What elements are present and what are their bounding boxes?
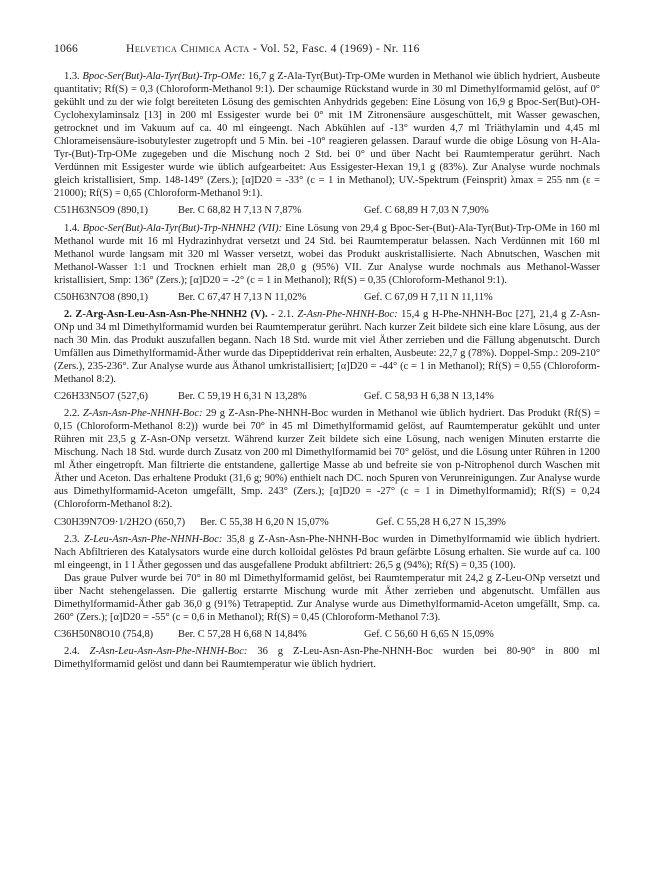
section-number: 2.3. [64,533,84,545]
section-number: 1.3. [64,71,83,82]
section-text: 36 g Z-Leu-Asn-Asn-Phe-NHNH-Boc wurden bei 80-90° in 800 ml Dimethylformamid gelöst und dann bei Raumtemperatur wie üblich hydriert. [54,645,601,670]
section-1-4 [54,222,600,287]
elemental-analysis [54,291,600,304]
section-2-2 [54,407,600,511]
calculated-values: Ber. C 55,38 H 6,20 N 15,07% [200,516,329,528]
section-text: 15,4 g H-Phe-NHNH-Boc [27], 21,4 g Z-Asn-ONp und 34 ml Dimethylformamid wurden bei Raumtemperatur gerührt. Nach kurzer Zeit bildete sich eine klare Lösung, aus der nach 30 Min. das Produkt auszufallen begann. Nach 18 Std. wurde mit viel Äther zerrieben und die Fällung abgenutscht. Durch Umfällen aus Dimethylformamid-Äther wurde das Dipeptidderivat rein erhalten, Ausbeute: 22,7 g (78%). Doppel-Smp.: 209-210° (Zers.), 235-236°. Zur Analyse wurde aus Äthanol umkristallisiert; [α]D20 = -44° (c = 1 in Methanol); Rf(S) = 0,55 (Chloroform-Methanol 8:2). [54,308,600,386]
compound-name: Z-Asn-Asn-Phe-NHNH-Boc: [83,408,203,420]
compound-name: Bpoc-Ser(But)-Ala-Tyr(But)-Trp-NHNH2 (VII): [82,222,283,234]
calculated-values: Ber. C 59,19 H 6,31 N 13,28% [178,391,307,403]
page-number: 1066 [54,42,78,55]
found-values: Gef. C 55,28 H 6,27 N 15,39% [376,516,506,528]
elemental-analysis [54,628,600,641]
issue-info: - Vol. 52, Fasc. 4 (1969) - Nr. 116 [252,42,420,55]
journal-name: Helvetica Chimica Acta [126,42,250,55]
molecular-formula: C50H63N7O8 (890,1) [54,291,148,303]
section-text: 29 g Z-Asn-Phe-NHNH-Boc wurden in Methanol wie üblich hydriert. Das Produkt (Rf(S) = 0,15 (Chloroform-Methanol 8:2)) wurde bei 70° in 45 ml Dimethylformamid gelöst, auf Raumtemperatur gekühlt und unter Rühren mit 23,5 g Z-Asn-ONp versetzt. Während kurzer Zeit bildete sich eine Lösung, nach wenigen Minuten erstarrte die Mischung. Nach 18 Std. wurde durch Zusatz von 200 ml Dimethylformamid bei 70° gelöst, und die Lösung unter Rühren in 1200 ml Äther eingetropft. Man filtrierte die entstandene, gallertige Masse ab und befreite sie von p-Nitrophenol durch Waschen mit Äther und Aceton. Das erhaltene Produkt (31,6 g; 90%) enthielt nach DC. noch Spuren von Verunreinigungen. Zur Analyse wurde aus Dimethylformamid-Aceton umgefällt, Smp. 243° (Zers.); [α]D20 = -27° (c = 1 in Dimethylformamid); Rf(S) = 0,24 (Chloroform-Methanol 8:2). [54,408,600,511]
section-2-1 [54,308,600,386]
journal-page [54,42,600,671]
compound-name: Z-Asn-Leu-Asn-Asn-Phe-NHNH-Boc: [89,645,248,657]
elemental-analysis [54,390,600,403]
section-2-3 [54,533,600,572]
found-values: Gef. C 67,09 H 7,11 N 11,11% [364,291,493,303]
section-2-3-continued [54,572,600,624]
section-text: Das graue Pulver wurde bei 70° in 80 ml Dimethylformamid gelöst, bei Raumtemperatur mit 24,2 g Z-Leu-ONp versetzt und über Nacht stehengelassen. Die gallertig erstarrte Mischung wurde mit Äther zerrieben und abgenutscht. Umfällen aus Dimethylformamid-Äther gab 36,0 g (91%) Tetrapeptid. Zur Analyse wurde aus Dimethylformamid-Aceton umgefällt, Smp. ca. 260° (Zers.); [α]D20 = -55° (c = 0,6 in Methanol); Rf(S) = 0,45 (Chloroform-Methanol 7:3). [54,572,600,623]
section-number: 1.4. [64,222,83,234]
elemental-analysis [54,204,600,217]
calculated-values: Ber. C 67,47 H 7,13 N 11,02% [178,291,307,303]
section-heading: 2. Z-Arg-Asn-Leu-Asn-Asn-Phe-NHNH2 (V). [64,308,268,320]
compound-name: Z-Leu-Asn-Asn-Phe-NHNH-Boc: [83,533,223,545]
section-number: 2.2. [64,408,84,420]
molecular-formula: C36H50N8O10 (754,8) [54,628,154,640]
molecular-formula: C51H63N5O9 (890,1) [54,205,148,217]
section-number: - 2.1. [267,308,298,320]
elemental-analysis [54,516,600,529]
compound-name: Z-Asn-Phe-NHNH-Boc: [297,308,398,320]
section-number: 2.4. [64,645,90,657]
section-text: 16,7 g Z-Ala-Tyr(But)-Trp-OMe wurden in Methanol wie üblich hydriert, Ausbeute quantitativ; Rf(S) = 0,3 (Chloroform-Methanol 9:1). Der schaumige Rückstand wurde in 30 ml Dimethylformamid gelöst, auf 0° gekühlt und zu der wie folgt bereiteten Lösung des gemischten Anhydrids gegeben: Eine Lösung von 16,9 g Bpoc-Ser(But)-OH-Cyclohexylaminsalz [13] in 200 ml Essigester wurde bei 0° mit 1M Zitronensäure ausgeschüttelt, mit Wasser gewaschen, getrocknet und im Vakuum auf ca. 40 ml eingeengt. Nach Abkühlen auf -13° wurden 4,7 ml Triäthylamin und 4,45 ml Chlorameisensäure-isobutylester zugetropft und 5 Min. bei -10° reagieren gelassen. Darauf wurde die obige Lösung von H-Ala-Tyr-(But)-Trp-OMe zugegeben und die Mischung noch 2 Std. bei 0° und über Nacht bei Raumtemperatur gerührt. Nach Verdünnen mit Essigester wurde wie üblich aufgearbeitet: Aus Essigester-Hexan 19,1 g (83%). Zur Analyse wurde nochmals gleich kristallisiert, Smp. 148-149° (Zers.); [α]D20 = -33° (c = 1 in Methanol); UV.-Spektrum (Feinsprit) λmax = 255 nm (ε = 21000); Rf(S) = 0,65 (Chloroform-Methanol 9:1). [54,71,601,200]
page-header [54,42,600,60]
molecular-formula: C26H33N5O7 (527,6) [54,391,148,403]
section-text: Eine Lösung von 29,4 g Bpoc-Ser-(But)-Ala-Tyr(But)-Trp-OMe in 160 ml Methanol wurde mit 16 ml Hydrazinhydrat versetzt und 24 Std. bei Raumtemperatur belassen. Nach Verdünnen mit 160 ml Methanol wurde langsam mit 320 ml Wasser versetzt, wobei das Produkt auskristallisierte. Nach Abnutschen, Waschen mit Methanol-Wasser 1:1 und Trocknen erhielt man 28,0 g (95%) VII. Zur Analyse wurde nochmals aus Methanol-Wasser kristallisiert, Smp: 136° (Zers.); [α]D20 = -2° (c = 1 in Methanol); Rf(S) = 0,35 (Chloroform-Methanol 9:1). [54,222,601,286]
calculated-values: Ber. C 57,28 H 6,68 N 14,84% [178,628,307,640]
calculated-values: Ber. C 68,82 H 7,13 N 7,87% [178,205,302,217]
section-1-3 [54,70,600,200]
molecular-formula: C30H39N7O9·1/2H2O (650,7) [54,516,186,528]
section-2-4 [54,645,600,671]
running-head [78,42,600,55]
found-values: Gef. C 68,89 H 7,03 N 7,90% [364,205,489,217]
section-text: 35,8 g Z-Asn-Asn-Phe-NHNH-Boc wurden in Dimethylformamid wie üblich hydriert. Nach Abfiltrieren des Katalysators wurde eine durch kolloidal gelöstes Pd braun gefärbte Lösung erhalten. Sie wurde auf ca. 100 ml eingeengt, in 1 l Äther gegossen und das ausgefallene Produkt abfiltriert: 26,5 g (94%); Rf(S) = 0,35 (100). [54,533,601,571]
compound-name: Bpoc-Ser(But)-Ala-Tyr(But)-Trp-OMe: [82,71,246,82]
found-values: Gef. C 58,93 H 6,38 N 13,14% [364,391,494,403]
found-values: Gef. C 56,60 H 6,65 N 15,09% [364,628,494,640]
